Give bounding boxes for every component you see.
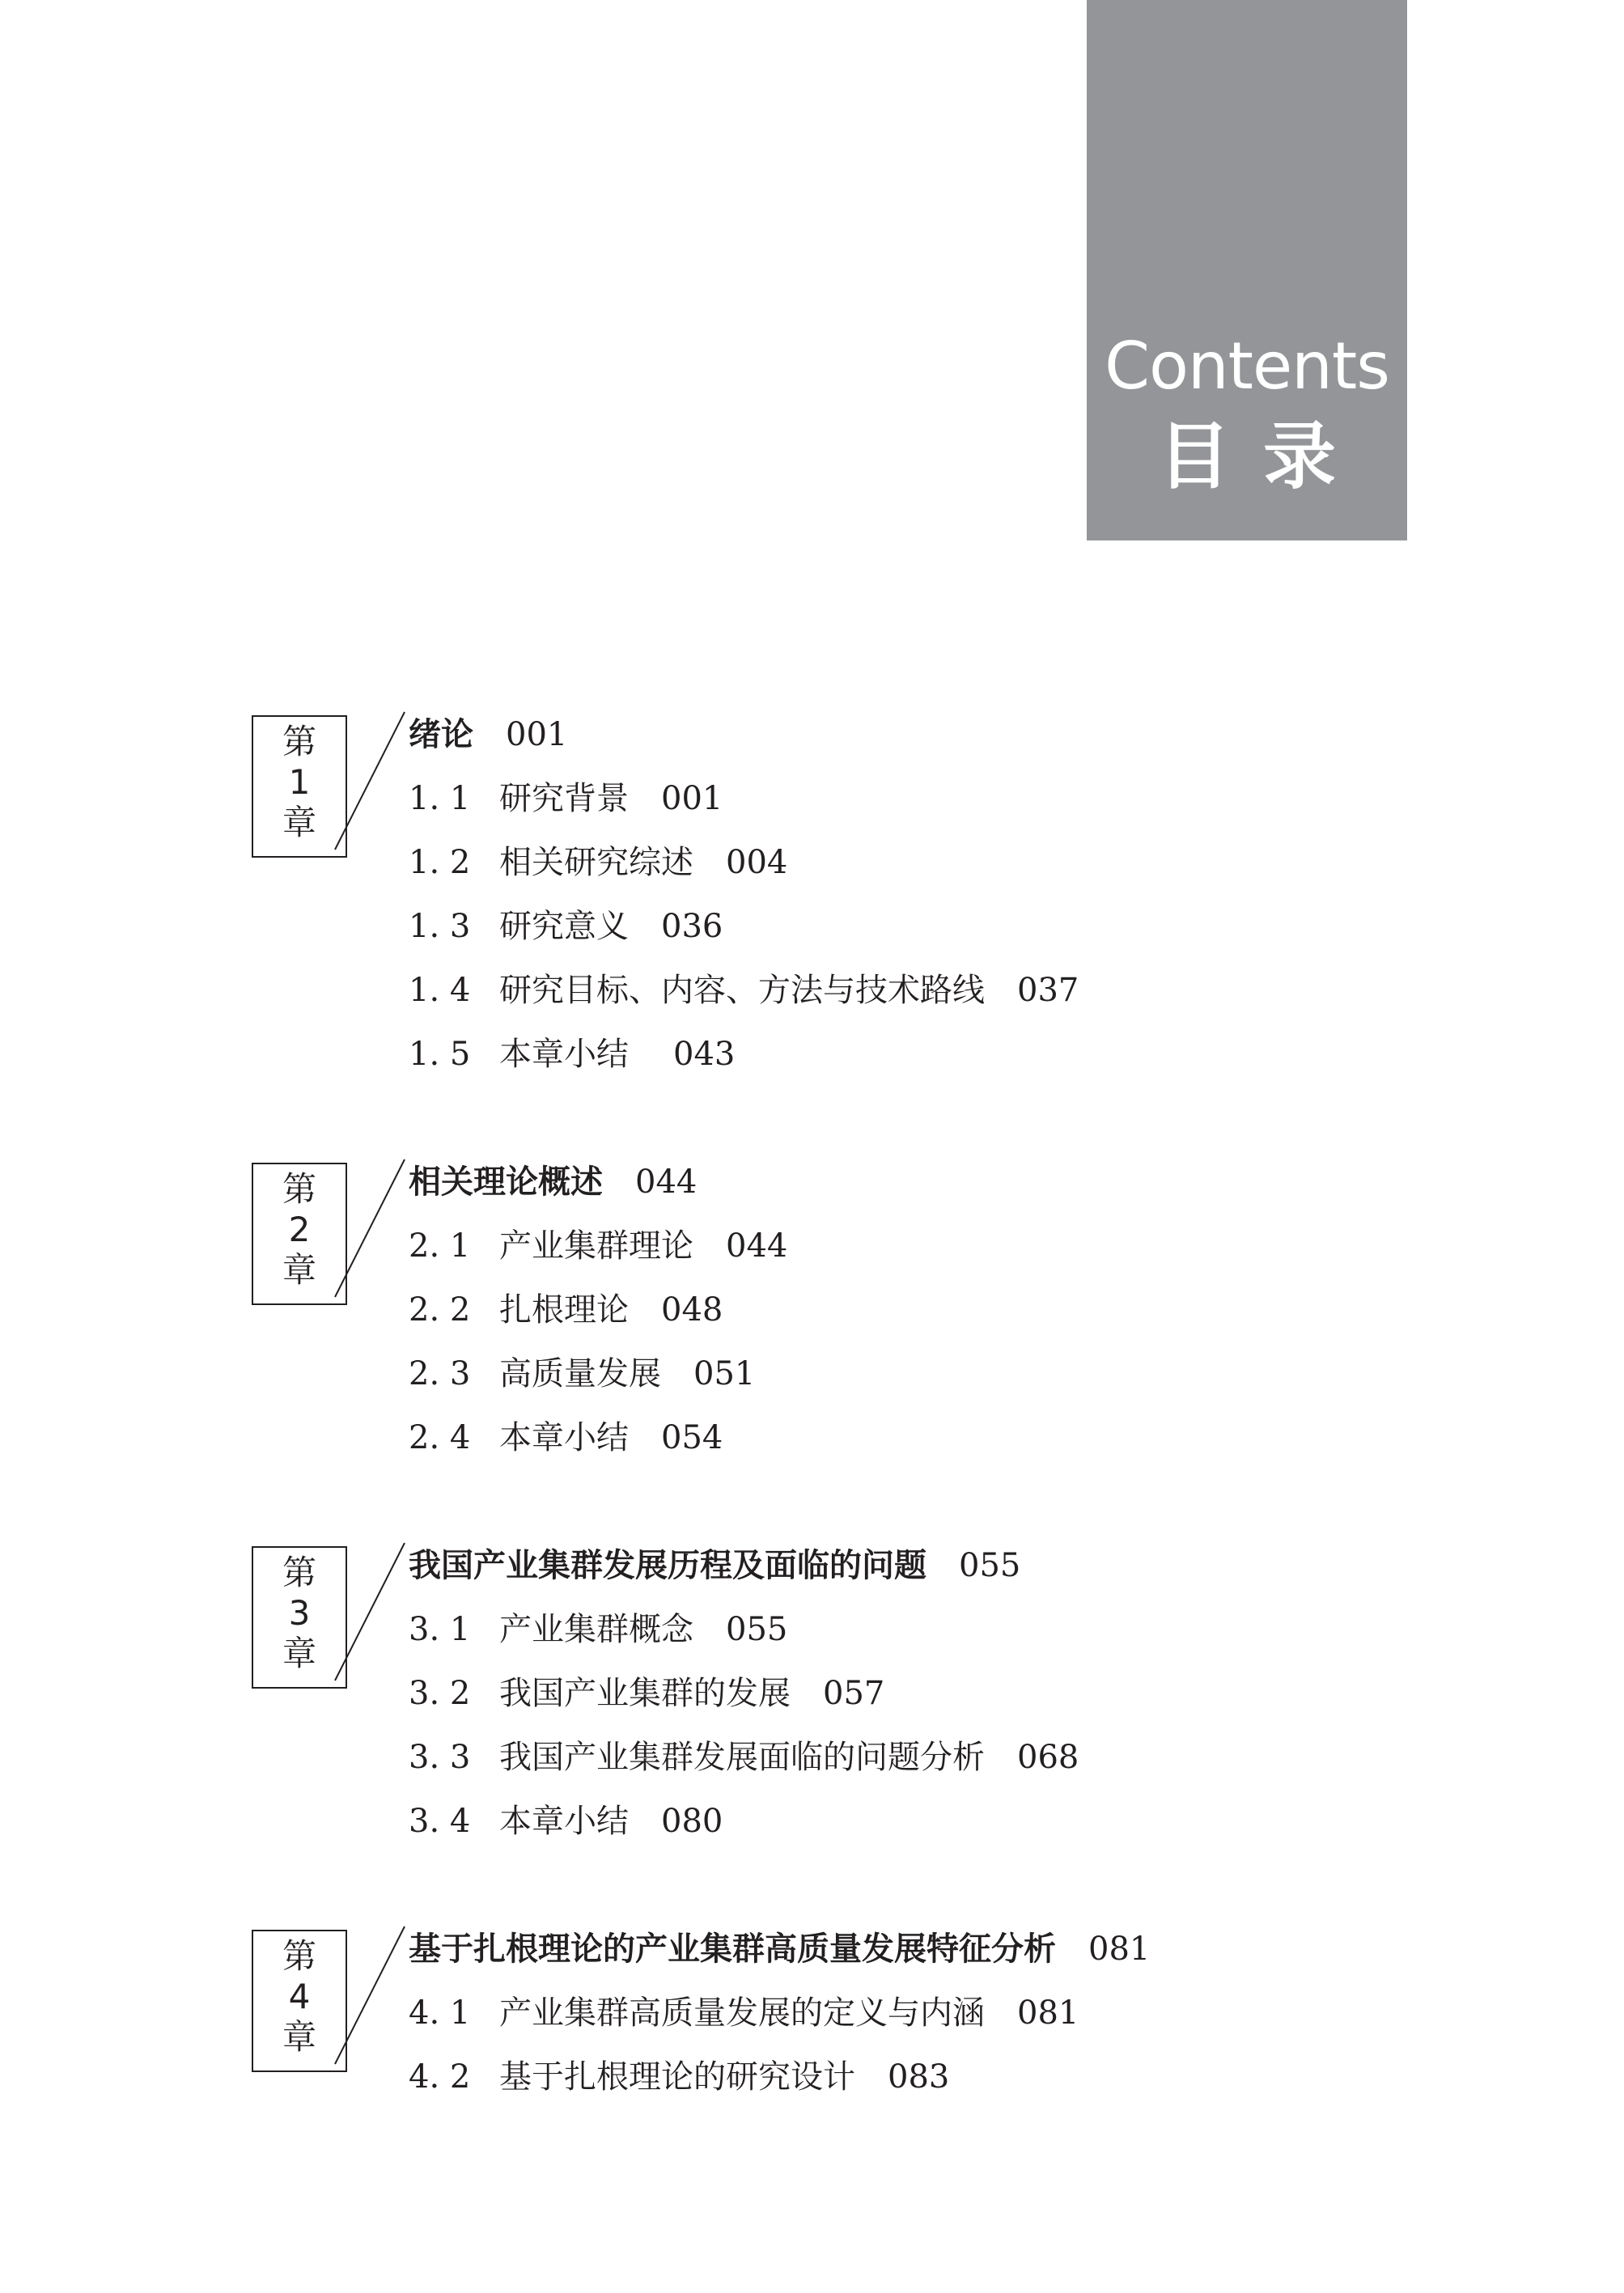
- section-page: 057: [823, 1675, 885, 1712]
- toc-entry[interactable]: [409, 1409, 723, 1467]
- section-number: 2. 3: [409, 1355, 471, 1392]
- chapter-slash-line: [333, 1920, 406, 2066]
- section-title: 本章小结: [499, 1036, 629, 1073]
- chapter-slash-line: [333, 1536, 406, 1682]
- chapter-title-row[interactable]: [409, 1153, 697, 1211]
- toc-entry[interactable]: [409, 961, 1079, 1019]
- section-number: 2. 4: [409, 1419, 471, 1456]
- section-page: 044: [726, 1227, 788, 1265]
- section-number: 1. 1: [409, 780, 471, 817]
- section-page: 068: [1017, 1739, 1079, 1776]
- toc-entry[interactable]: [409, 1217, 787, 1275]
- toc-entry[interactable]: [409, 1728, 1079, 1787]
- contents-title-zh: 目录: [1158, 414, 1368, 499]
- section-page: 081: [1017, 1994, 1079, 2032]
- chapter-slash-line: [333, 706, 406, 851]
- section-title: 研究背景: [499, 780, 629, 817]
- chapter-slash-line: [333, 1153, 406, 1299]
- section-title: 产业集群概念: [499, 1611, 693, 1648]
- section-page: 080: [661, 1803, 723, 1840]
- toc-entry[interactable]: [409, 769, 723, 828]
- chapter-title: 基于扎根理论的产业集群高质量发展特征分析: [409, 1931, 1056, 1968]
- section-number: 1. 5: [409, 1036, 471, 1073]
- toc-entry[interactable]: [409, 1281, 723, 1339]
- toc-entry[interactable]: [409, 833, 787, 892]
- section-number: 1. 2: [409, 844, 471, 881]
- section-number: 1. 3: [409, 908, 471, 945]
- section-page: 036: [661, 908, 723, 945]
- section-title: 相关研究综述: [499, 844, 693, 881]
- chapter-badge-number: 2: [288, 1210, 311, 1249]
- section-page: 055: [726, 1611, 788, 1648]
- chapter-title-row[interactable]: [409, 706, 567, 764]
- chapter-badge-suffix: 章: [282, 1250, 316, 1290]
- chapter-page: 081: [1088, 1931, 1151, 1968]
- section-number: 3. 1: [409, 1611, 471, 1648]
- section-number: 3. 3: [409, 1739, 471, 1776]
- section-number: 3. 2: [409, 1675, 471, 1712]
- chapter-badge-suffix: 章: [282, 2017, 316, 2057]
- chapter-badge-suffix: 章: [282, 803, 316, 842]
- chapter-badge-prefix: 第: [282, 1936, 316, 1976]
- section-title: 本章小结: [499, 1419, 629, 1456]
- chapter-badge-prefix: 第: [282, 1553, 316, 1592]
- chapter-badge-prefix: 第: [282, 722, 316, 761]
- toc-entry[interactable]: [409, 1600, 787, 1659]
- section-page: 043: [673, 1036, 736, 1073]
- chapter-title: 绪论: [409, 716, 473, 753]
- section-title: 高质量发展: [499, 1355, 661, 1392]
- chapter-title-row[interactable]: [409, 1920, 1150, 1978]
- section-title: 我国产业集群的发展: [499, 1675, 791, 1712]
- chapter-badge-suffix: 章: [282, 1634, 316, 1673]
- section-title: 产业集群理论: [499, 1227, 693, 1265]
- chapter-title: 我国产业集群发展历程及面临的问题: [409, 1547, 926, 1584]
- section-title: 本章小结: [499, 1803, 629, 1840]
- section-number: 1. 4: [409, 972, 471, 1009]
- chapter-page: 044: [635, 1163, 698, 1201]
- chapter-badge-prefix: 第: [282, 1169, 316, 1209]
- chapter-title: 相关理论概述: [409, 1163, 603, 1201]
- toc-entry[interactable]: [409, 1664, 884, 1723]
- toc-entry[interactable]: [409, 2048, 949, 2106]
- section-title: 基于扎根理论的研究设计: [499, 2058, 855, 2096]
- section-number: 3. 4: [409, 1803, 471, 1840]
- chapter-page: 055: [959, 1547, 1021, 1584]
- chapter-badge-number: 4: [288, 1977, 311, 2016]
- section-title: 产业集群高质量发展的定义与内涵: [499, 1994, 985, 2032]
- section-page: 051: [693, 1355, 756, 1392]
- section-number: 4. 1: [409, 1994, 471, 2032]
- chapter-badge-number: 1: [288, 762, 311, 802]
- toc-entry[interactable]: [409, 1792, 723, 1850]
- chapter-badge-number: 3: [288, 1593, 311, 1633]
- section-title: 研究目标、内容、方法与技术路线: [499, 972, 985, 1009]
- toc-entry[interactable]: [409, 1025, 735, 1083]
- section-number: 4. 2: [409, 2058, 471, 2096]
- toc-entry[interactable]: [409, 1984, 1079, 2042]
- contents-title-en: Contents: [1105, 328, 1389, 404]
- chapter-page: 001: [506, 716, 568, 753]
- section-number: 2. 2: [409, 1291, 471, 1329]
- section-page: 001: [661, 780, 723, 817]
- section-number: 2. 1: [409, 1227, 471, 1265]
- section-page: 054: [661, 1419, 723, 1456]
- chapter-title-row[interactable]: [409, 1536, 1020, 1595]
- section-page: 004: [726, 844, 788, 881]
- toc-entry[interactable]: [409, 897, 723, 956]
- section-page: 037: [1017, 972, 1079, 1009]
- section-page: 048: [661, 1291, 723, 1329]
- section-page: 083: [888, 2058, 950, 2096]
- section-title: 研究意义: [499, 908, 629, 945]
- section-title: 扎根理论: [499, 1291, 629, 1329]
- section-title: 我国产业集群发展面临的问题分析: [499, 1739, 985, 1776]
- toc-entry[interactable]: [409, 1345, 755, 1403]
- contents-header-block: [1087, 0, 1407, 540]
